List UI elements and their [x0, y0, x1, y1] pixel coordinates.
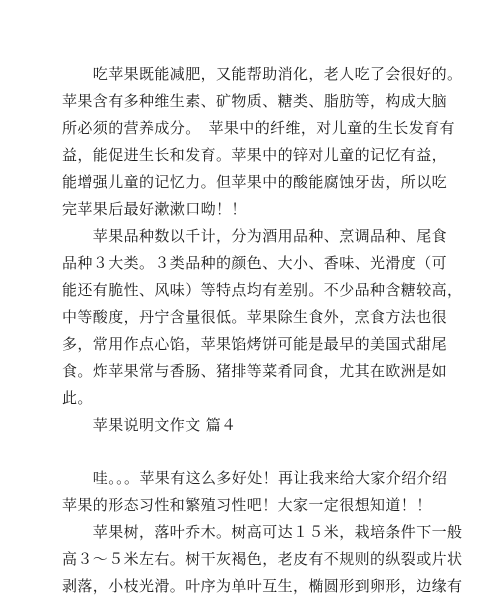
- text-line-7: 苹果品种数以千计，分为酒用品种、烹调品种、尾食: [62, 227, 448, 245]
- text-line-19: 剥落，小枝光滑。叶序为单叶互生，椭圆形到卵形，边缘有: [62, 577, 463, 595]
- text-line-3: 所必须的营养成分。 苹果中的纤维，对儿童的生长发育有: [62, 119, 455, 137]
- text-line-17: 苹果树，落叶乔木。树高可达１５米，栽培条件下一般: [62, 523, 463, 541]
- text-line-15: 哇。。。苹果有这么多好处！再让我来给大家介绍介绍: [62, 469, 448, 487]
- text-line-13: 此。: [62, 389, 93, 407]
- text-line-12: 食。炸苹果常与香肠、猪排等菜肴同食，尤其在欧洲是如: [62, 362, 448, 380]
- section-heading: 苹果说明文作文 篇４: [62, 416, 237, 434]
- text-line-6: 完苹果后最好漱漱口呦！！: [62, 200, 247, 218]
- text-line-1: 吃苹果既能减肥，又能帮助消化，老人吃了会很好的。: [62, 65, 463, 83]
- text-line-11: 多，常用作点心馅，苹果馅烤饼可能是最早的美国式甜尾: [62, 335, 448, 353]
- text-line-10: 中等酸度，丹宁含量很低。苹果除生食外，烹食方法也很: [62, 308, 448, 326]
- text-line-4: 益，能促进生长和发育。苹果中的锌对儿童的记忆有益，: [62, 146, 448, 164]
- text-line-5: 能增强儿童的记忆力。但苹果中的酸能腐蚀牙齿，所以吃: [62, 173, 448, 191]
- text-line-18: 高３～５米左右。树干灰褐色，老皮有不规则的纵裂或片状: [62, 550, 463, 568]
- text-line-8: 品种３大类。３类品种的颜色、大小、香味、光滑度（可: [62, 254, 448, 272]
- text-line-16: 苹果的形态习性和繁殖习性吧！大家一定很想知道！！: [62, 496, 432, 514]
- text-line-2: 苹果含有多种维生素、矿物质、糖类、脂肪等，构成大脑: [62, 92, 448, 110]
- text-line-9: 能还有脆性、风味）等特点均有差别。不少品种含糖较高，: [62, 281, 463, 299]
